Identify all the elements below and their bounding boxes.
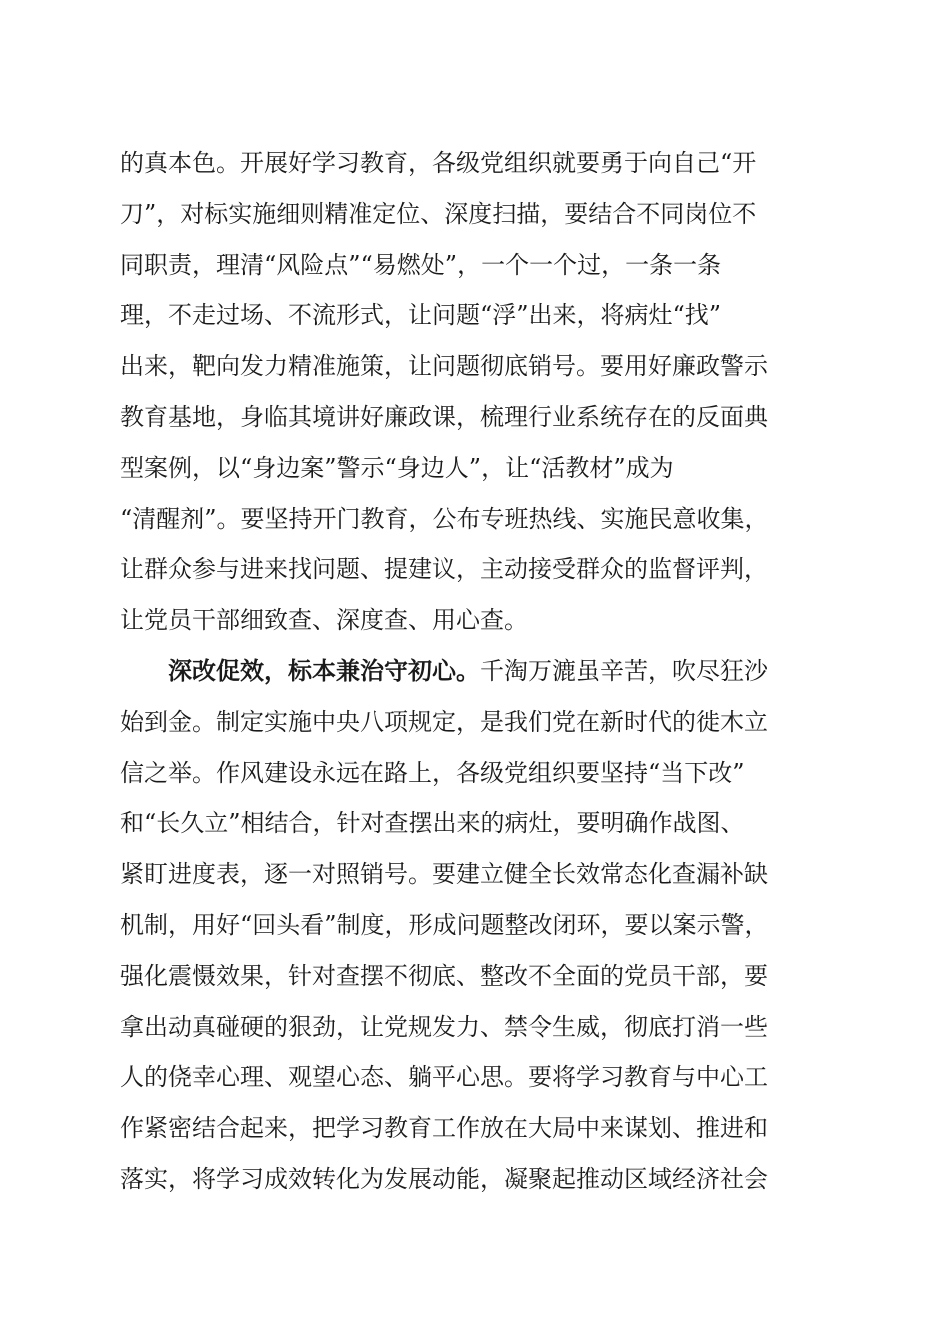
paragraph-2-first-line <box>120 646 840 697</box>
text-line: 同职责，理清“风险点”“易燃处”，一个一个过，一条一条 <box>120 250 722 279</box>
text-line: 让党员干部细致查、深度查、用心查。 <box>120 606 528 635</box>
text-line: 始到金。制定实施中央八项规定，是我们党在新时代的徙木立 <box>120 707 768 736</box>
text-line: 出来，靶向发力精准施策，让问题彻底销号。要用好廉政警示 <box>120 352 768 381</box>
text-line: 紧盯进度表，逐一对照销号。要建立健全长效常态化查漏补缺 <box>120 860 768 889</box>
text-line: “清醒剂”。要坚持开门教育，公布专班热线、实施民意收集， <box>120 504 769 533</box>
text-line: 刀”，对标实施细则精准定位、深度扫描，要结合不同岗位不 <box>120 199 757 228</box>
text-line: 机制，用好“回头看”制度，形成问题整改闭环，要以案示警， <box>120 910 769 939</box>
text-line: 的真本色。开展好学习教育，各级党组织就要勇于向自己“开 <box>120 149 757 177</box>
text-line: 拿出动真碰硬的狠劲，让党规发力、禁令生威，彻底打消一些 <box>120 1012 768 1041</box>
paragraph-text: 千淘万漉虽辛苦，吹尽狂沙 <box>480 656 768 685</box>
document-body <box>120 138 840 1205</box>
text-line: 强化震慑效果，针对查摆不彻底、整改不全面的党员干部，要 <box>120 961 768 990</box>
text-line: 理，不走过场、不流形式，让问题“浮”出来，将病灶“找” <box>120 301 722 330</box>
text-line: 型案例，以“身边案”警示“身边人”，让“活教材”成为 <box>120 453 674 482</box>
paragraph-heading: 深改促效，标本兼治守初心。 <box>168 655 480 685</box>
text-line: 落实，将学习成效转化为发展动能，凝聚起推动区域经济社会 <box>120 1164 768 1193</box>
text-line: 作紧密结合起来，把学习教育工作放在大局中来谋划、推进和 <box>120 1114 768 1143</box>
text-line: 人的侥幸心理、观望心态、躺平心思。要将学习教育与中心工 <box>120 1063 768 1092</box>
text-line: 信之举。作风建设永远在路上，各级党组织要坚持“当下改” <box>120 758 745 787</box>
text-line: 教育基地，身临其境讲好廉政课，梳理行业系统存在的反面典 <box>120 402 768 431</box>
text-line: 和“长久立”相结合，针对查摆出来的病灶，要明确作战图、 <box>120 809 745 838</box>
text-line: 让群众参与进来找问题、提建议，主动接受群众的监督评判， <box>120 555 768 584</box>
